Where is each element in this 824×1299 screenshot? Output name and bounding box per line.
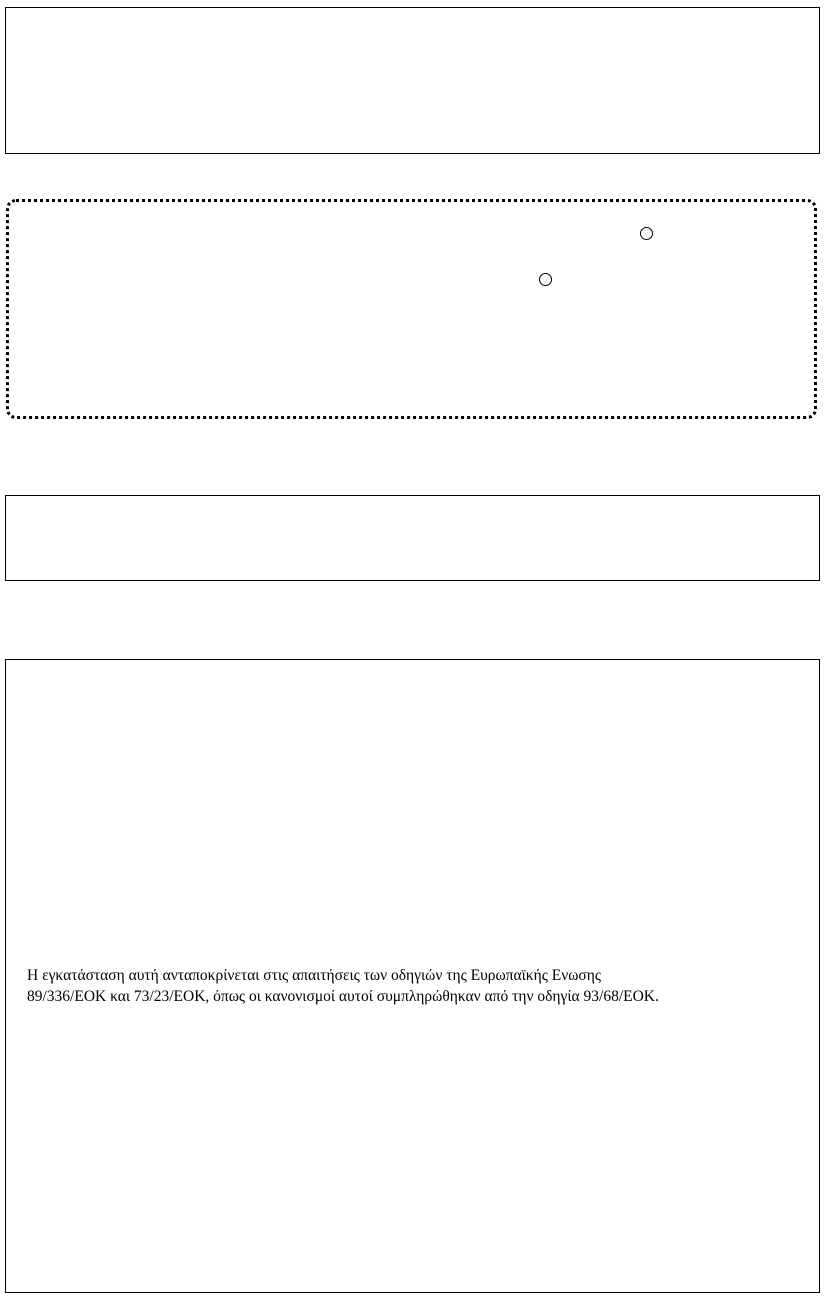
declaration-line-2: 89/336/ΕΟΚ και 73/23/ΕΟΚ, όπως οι κανονισμοί αυτοί συμπληρώθηκαν από την οδηγία 93/68/ΕΟΚ.	[27, 988, 659, 1005]
declaration-line-1: Η εγκατάσταση αυτή ανταποκρίνεται στις απαιτήσεις των οδηγιών της Ευρωπαϊκής Ενωσης	[27, 967, 602, 984]
circle-marker-upper-right-icon	[640, 227, 653, 240]
conformity-declaration-text	[27, 965, 802, 1007]
dotted-frame-box	[6, 199, 817, 419]
top-frame-box	[5, 7, 820, 154]
circle-marker-center-icon	[539, 273, 552, 286]
middle-frame-box	[5, 495, 820, 581]
